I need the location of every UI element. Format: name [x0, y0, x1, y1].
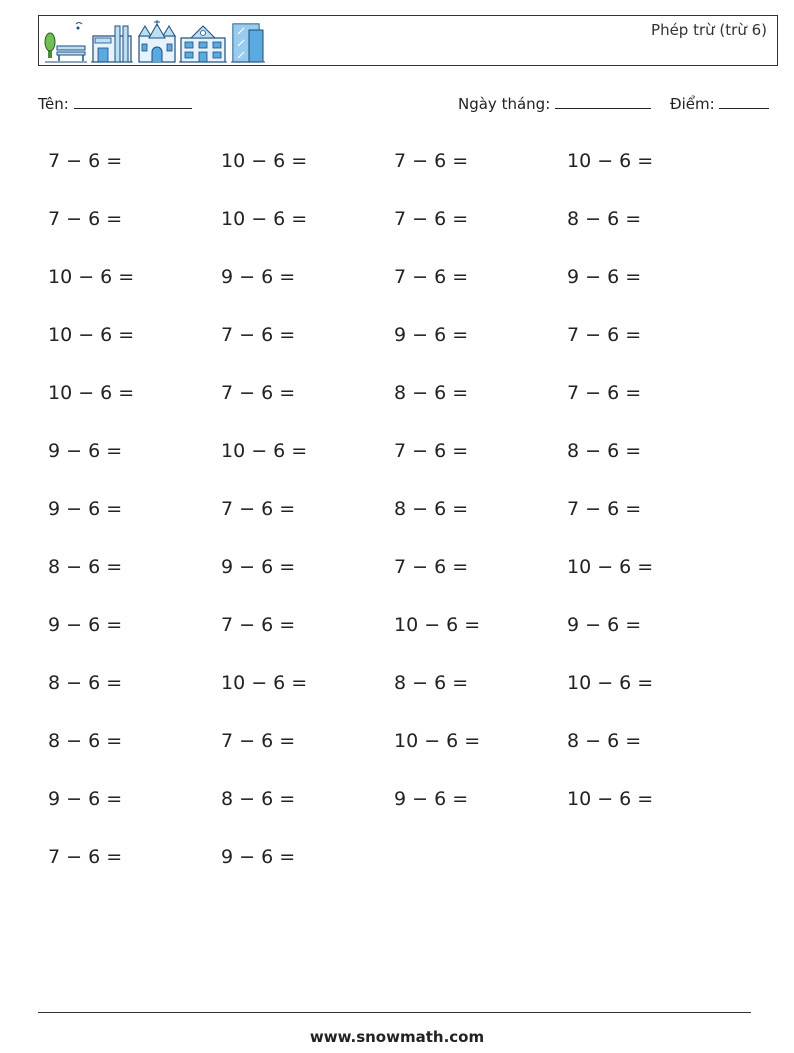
subtraction-problem: 7 − 6 = — [221, 324, 296, 346]
subtraction-problem: 9 − 6 = — [221, 556, 296, 578]
subtraction-problem: 8 − 6 = — [394, 672, 469, 694]
subtraction-problem: 10 − 6 = — [394, 614, 481, 636]
score-label: Điểm: — [670, 95, 715, 113]
subtraction-problem: 8 − 6 = — [567, 730, 642, 752]
subtraction-problem: 9 − 6 = — [48, 788, 123, 810]
footer-divider — [38, 1012, 751, 1013]
subtraction-problem: 8 − 6 = — [567, 440, 642, 462]
subtraction-problem: 7 − 6 = — [394, 266, 469, 288]
subtraction-problem: 8 − 6 = — [567, 208, 642, 230]
subtraction-problem: 10 − 6 = — [567, 150, 654, 172]
subtraction-problem: 9 − 6 = — [48, 498, 123, 520]
subtraction-problem: 9 − 6 = — [221, 266, 296, 288]
subtraction-problem: 8 − 6 = — [221, 788, 296, 810]
subtraction-problem: 9 − 6 = — [394, 788, 469, 810]
worksheet-header — [38, 15, 778, 66]
name-blank-line[interactable] — [74, 94, 192, 109]
subtraction-problem: 7 − 6 = — [567, 324, 642, 346]
subtraction-problem: 7 − 6 = — [394, 556, 469, 578]
subtraction-problem: 7 − 6 = — [48, 846, 123, 868]
score-field — [670, 94, 769, 113]
subtraction-problem: 10 − 6 = — [221, 208, 308, 230]
subtraction-problem: 7 − 6 = — [48, 208, 123, 230]
subtraction-problem: 10 − 6 = — [221, 440, 308, 462]
subtraction-problem: 7 − 6 = — [394, 208, 469, 230]
subtraction-problem: 9 − 6 = — [221, 846, 296, 868]
subtraction-problem: 7 − 6 = — [221, 614, 296, 636]
subtraction-problem: 8 − 6 = — [394, 498, 469, 520]
name-field — [38, 94, 192, 113]
subtraction-problem: 7 − 6 = — [567, 382, 642, 404]
subtraction-problem: 9 − 6 = — [567, 614, 642, 636]
subtraction-problem: 10 − 6 = — [48, 382, 135, 404]
subtraction-problem: 7 − 6 = — [567, 498, 642, 520]
park-bench-icon — [45, 23, 87, 63]
worksheet-title: Phép trừ (trừ 6) — [651, 21, 767, 39]
subtraction-problem: 7 − 6 = — [221, 498, 296, 520]
subtraction-problem: 10 − 6 = — [567, 788, 654, 810]
subtraction-problem: 10 − 6 = — [567, 556, 654, 578]
name-label: Tên: — [38, 95, 69, 113]
subtraction-problem: 7 − 6 = — [394, 150, 469, 172]
subtraction-problem: 10 − 6 = — [48, 266, 135, 288]
subtraction-problem: 9 − 6 = — [48, 440, 123, 462]
subtraction-problem: 10 − 6 = — [221, 150, 308, 172]
subtraction-problem: 8 − 6 = — [48, 730, 123, 752]
subtraction-problem: 9 − 6 = — [48, 614, 123, 636]
date-label: Ngày tháng: — [458, 95, 551, 113]
office-tower-icon — [231, 24, 265, 62]
subtraction-problem: 10 − 6 = — [221, 672, 308, 694]
subtraction-problem: 7 − 6 = — [221, 730, 296, 752]
subtraction-problem: 9 − 6 = — [394, 324, 469, 346]
church-icon — [139, 20, 175, 62]
subtraction-problem: 7 − 6 = — [221, 382, 296, 404]
museum-icon — [91, 26, 133, 62]
subtraction-problem: 8 − 6 = — [48, 672, 123, 694]
subtraction-problem: 9 − 6 = — [567, 266, 642, 288]
problem-grid — [48, 145, 748, 899]
subtraction-problem: 10 − 6 = — [567, 672, 654, 694]
score-blank-line[interactable] — [719, 94, 769, 109]
subtraction-problem: 10 − 6 = — [394, 730, 481, 752]
subtraction-problem: 8 − 6 = — [48, 556, 123, 578]
footer-website: www.snowmath.com — [309, 1028, 485, 1046]
subtraction-problem: 7 − 6 = — [394, 440, 469, 462]
school-building-icon — [179, 26, 227, 62]
subtraction-problem: 8 − 6 = — [394, 382, 469, 404]
header-illustration — [43, 20, 273, 64]
date-blank-line[interactable] — [555, 94, 651, 109]
subtraction-problem: 7 − 6 = — [48, 150, 123, 172]
subtraction-problem: 10 − 6 = — [48, 324, 135, 346]
date-field — [458, 94, 651, 113]
